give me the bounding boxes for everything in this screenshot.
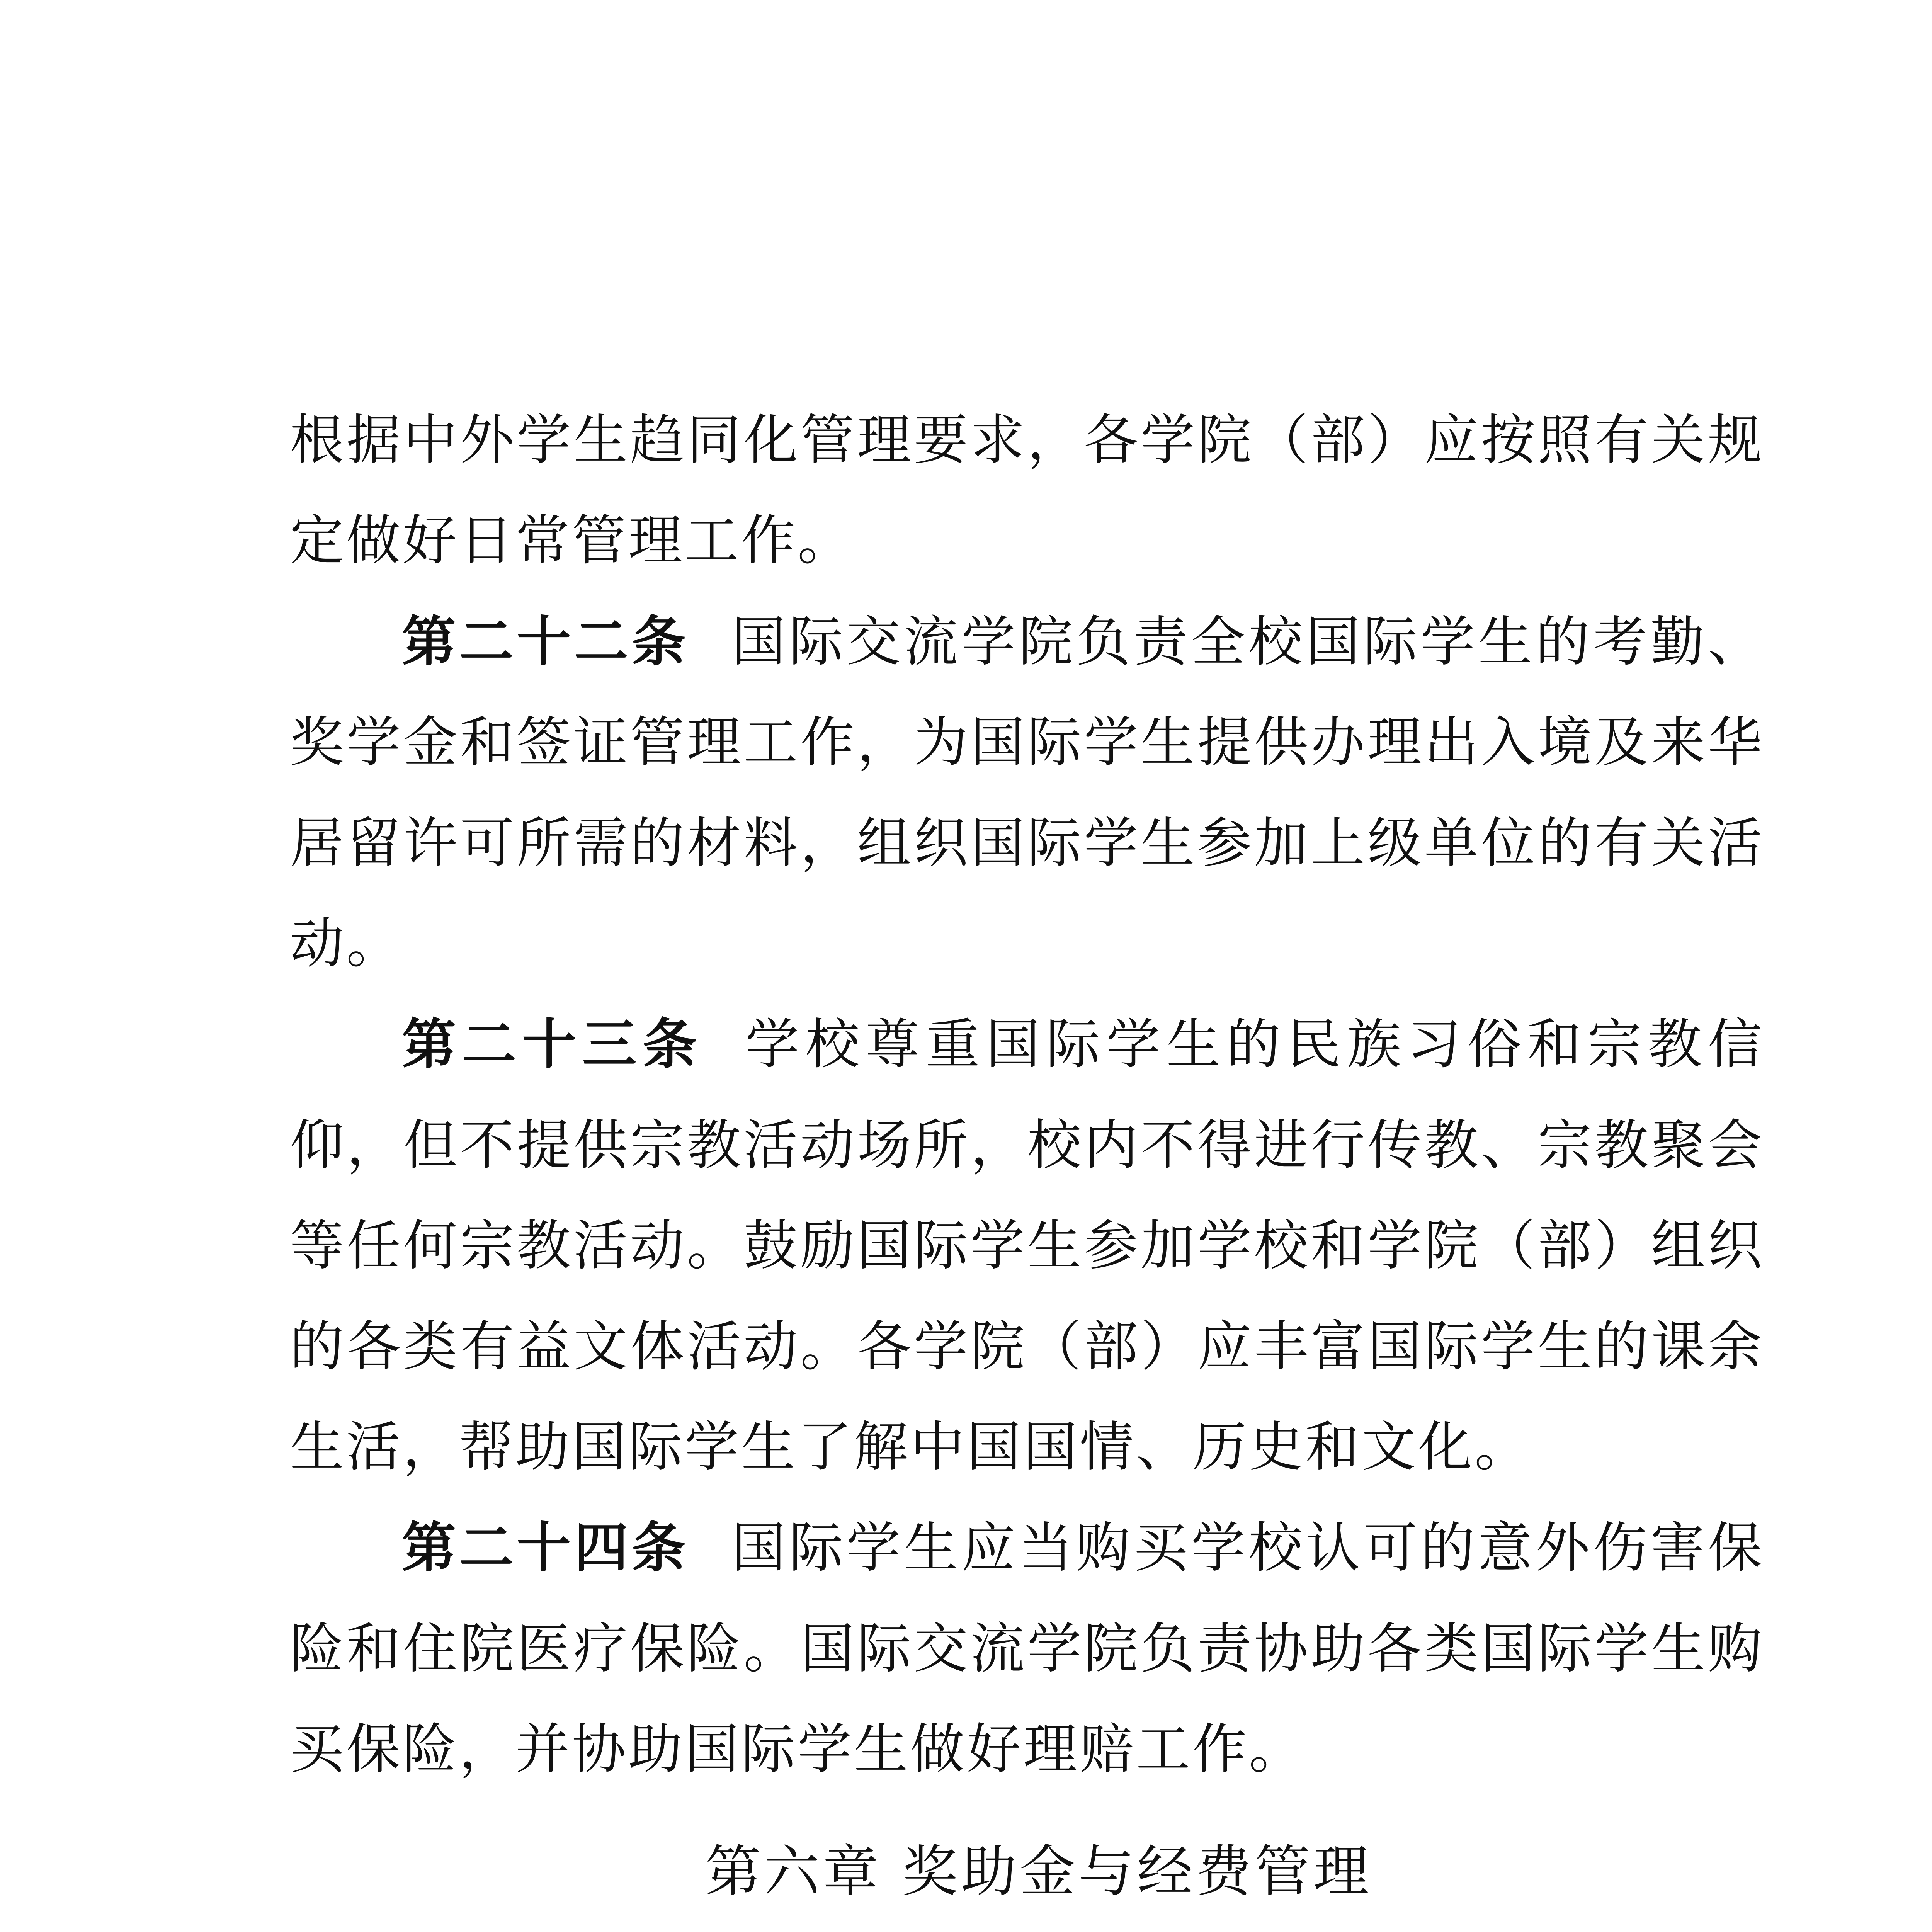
text-line: 动。 xyxy=(290,912,403,976)
text-segment: 学校尊重国际学生的民族习俗和宗教信 xyxy=(745,1013,1762,1077)
text-line: 险和住院医疗保险。国际交流学院负责协助各类国际学生购 xyxy=(290,1617,1762,1680)
article-label: 第二十二条 xyxy=(402,610,689,673)
text-line: 的各类有益文体活动。各学院（部）应丰富国际学生的课余 xyxy=(290,1315,1762,1378)
chapter-heading: 第六章 奖助金与经费管理 xyxy=(705,1838,1372,1904)
text-line: 奖学金和签证管理工作，为国际学生提供办理出入境及来华 xyxy=(290,711,1762,774)
text-segment: 国际交流学院负责全校国际学生的考勤、 xyxy=(731,610,1762,673)
text-line: 等任何宗教活动。鼓励国际学生参加学校和学院（部）组织 xyxy=(290,1214,1762,1278)
document-body xyxy=(290,390,1762,1932)
article-24 xyxy=(290,1498,1762,1800)
article-first-line xyxy=(290,592,1762,692)
article-label: 第二十四条 xyxy=(402,1516,689,1580)
text-line: 买保险，并协助国际学生做好理赔工作。 xyxy=(290,1718,1306,1781)
article-first-line xyxy=(290,994,1762,1095)
article-22 xyxy=(290,592,1762,995)
article-label: 第二十三条 xyxy=(402,1013,703,1077)
text-segment: 国际学生应当购买学校认可的意外伤害保 xyxy=(731,1517,1762,1580)
text-line: 根据中外学生趋同化管理要求，各学院（部）应按照有关规 xyxy=(290,409,1762,472)
article-23 xyxy=(290,994,1762,1498)
article-first-line xyxy=(290,1498,1762,1599)
text-line: 定做好日常管理工作。 xyxy=(290,509,854,573)
text-line: 生活，帮助国际学生了解中国国情、历史和文化。 xyxy=(290,1416,1531,1479)
text-line: 居留许可所需的材料，组织国际学生参加上级单位的有关活 xyxy=(290,811,1762,875)
text-line: 仰，但不提供宗教活动场所，校内不得进行传教、宗教聚会 xyxy=(290,1114,1762,1177)
paragraph-continuation xyxy=(290,390,1762,592)
